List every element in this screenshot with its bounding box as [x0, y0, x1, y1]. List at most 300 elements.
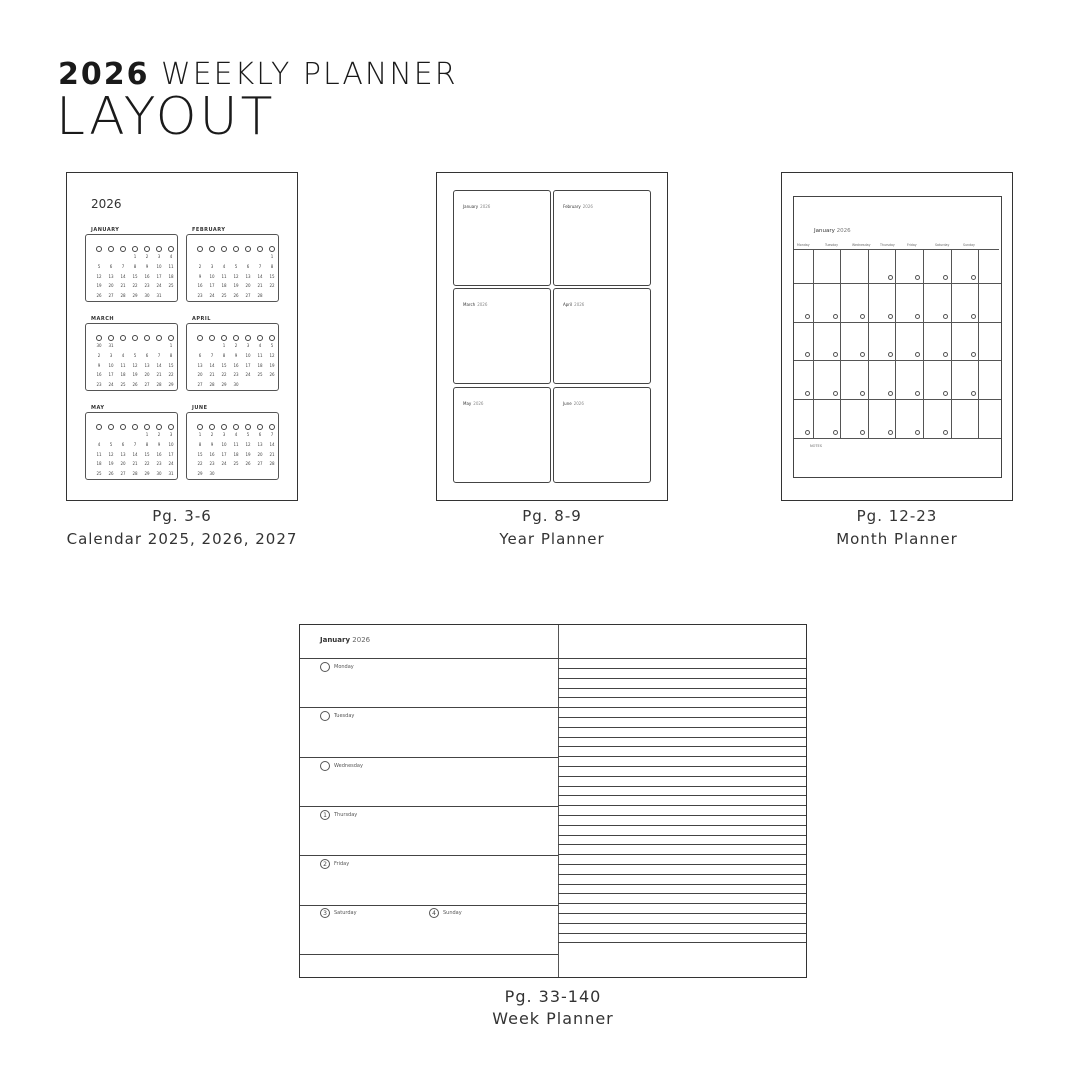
- weekday-circle-icon: [197, 246, 203, 252]
- calendar-day-number: 3: [169, 432, 173, 437]
- week-day-separator: [300, 658, 558, 659]
- month-weekday-label: Tuesday: [825, 243, 838, 247]
- calendar-day-number: 6: [121, 441, 125, 447]
- calendar-day-number: 22: [168, 372, 174, 378]
- month-date-circle-icon: [943, 275, 948, 280]
- week-title: [320, 636, 370, 644]
- calendar-day-number: 9: [198, 273, 202, 279]
- calendar-day-number: 3: [157, 254, 161, 259]
- month-date-circle-icon: [971, 352, 976, 357]
- year-month-label: [563, 204, 593, 209]
- calendar-day-number: 5: [97, 263, 101, 269]
- month-weekday-label: Thursday: [880, 243, 895, 247]
- calendar-month-label: APRIL: [192, 316, 211, 322]
- calendar-day-number: 1: [222, 343, 226, 348]
- month-weekday-label: Saturday: [935, 243, 950, 247]
- calendar-day-number: 3: [222, 432, 226, 437]
- week-notes-line: [558, 864, 806, 865]
- calendar-day-number: 18: [96, 461, 102, 467]
- calendar-day-number: 17: [221, 451, 227, 457]
- week-notes-line: [558, 825, 806, 826]
- calendar-day-number: 23: [96, 382, 102, 388]
- calendar-day-number: 1: [133, 254, 137, 259]
- calendar-day-number: 4: [121, 352, 125, 358]
- calendar-day-number: 18: [257, 362, 263, 368]
- calendar-day-number: 6: [258, 432, 262, 437]
- calendar-day-number: 13: [245, 273, 251, 279]
- calendar-day-number: 13: [197, 362, 203, 368]
- calendar-day-number: 12: [132, 362, 138, 368]
- calendar-day-number: 27: [197, 382, 203, 388]
- calendar-day-number: 19: [96, 283, 102, 289]
- year-month-label: [463, 401, 483, 406]
- calendar-day-number: 7: [157, 352, 161, 358]
- weekday-circle-icon: [144, 424, 150, 430]
- calendar-day-number: 5: [133, 352, 137, 358]
- month-date-circle-icon: [915, 391, 920, 396]
- weekday-circle-icon: [96, 335, 102, 341]
- calendar-day-number: 14: [209, 362, 215, 368]
- calendar-day-number: 4: [234, 432, 238, 437]
- month-date-circle-icon: [888, 352, 893, 357]
- calendar-day-number: 14: [132, 451, 138, 457]
- calendar-day-number: 26: [108, 471, 114, 477]
- calendar-month-box: [85, 412, 178, 480]
- week-notes-line: [558, 874, 806, 875]
- calendar-day-number: 31: [168, 471, 174, 477]
- calendar-day-number: 15: [144, 451, 150, 457]
- calendar-day-number: 8: [222, 352, 226, 358]
- calendar-day-number: 18: [120, 372, 126, 378]
- calendar-day-number: 25: [257, 372, 263, 378]
- week-notes-line: [558, 688, 806, 689]
- calendar-day-number: 5: [246, 432, 250, 437]
- calendar-day-number: 9: [234, 352, 238, 358]
- year-month-label: [563, 302, 584, 307]
- month-date-circle-icon: [915, 314, 920, 319]
- calendar-day-number: 25: [233, 461, 239, 467]
- calendar-day-number: 13: [144, 362, 150, 368]
- calendar-month-label: JANUARY: [91, 227, 120, 233]
- week-notes-line: [558, 756, 806, 757]
- calendar-day-number: 15: [168, 362, 174, 368]
- calendar-day-number: 2: [210, 432, 214, 437]
- calendar-day-number: 15: [269, 273, 275, 279]
- month-col-line: [951, 249, 952, 438]
- week-caption-name: Week Planner: [492, 1009, 614, 1028]
- calendar-month-box: [186, 234, 279, 302]
- week-notes-line: [558, 835, 806, 836]
- calendar-day-number: 21: [132, 461, 138, 467]
- month-year: 2026: [836, 228, 851, 234]
- calendar-day-number: 19: [245, 451, 251, 457]
- calendar-day-number: 27: [108, 293, 114, 299]
- calendar-day-number: 29: [168, 382, 174, 388]
- calendar-day-number: 16: [96, 372, 102, 378]
- month-date-circle-icon: [833, 314, 838, 319]
- calendar-day-number: 26: [245, 461, 251, 467]
- year-month-year: 2026: [574, 302, 585, 307]
- calendar-day-number: 21: [120, 283, 126, 289]
- month-header-line: [794, 249, 999, 250]
- year-month-box: [453, 190, 551, 286]
- calendar-day-number: 21: [269, 451, 275, 457]
- weekday-circle-icon: [156, 246, 162, 252]
- calendar-day-number: 6: [198, 352, 202, 358]
- calendar-day-number: 29: [221, 382, 227, 388]
- calendar-day-number: 26: [96, 293, 102, 299]
- weekend-date-circle-icon: 4: [429, 908, 439, 918]
- calendar-day-number: 11: [96, 451, 102, 457]
- week-notes-line: [558, 717, 806, 718]
- week-notes-line: [558, 776, 806, 777]
- month-date-circle-icon: [943, 352, 948, 357]
- weekday-circle-icon: [221, 335, 227, 341]
- month-grid-frame: [793, 196, 1002, 478]
- month-title: [814, 228, 851, 234]
- weekday-circle-icon: [120, 246, 126, 252]
- calendar-day-number: 25: [221, 293, 227, 299]
- month-weekday-label: Monday: [797, 243, 810, 247]
- calendar-day-number: 1: [270, 254, 274, 259]
- calendar-day-number: 23: [144, 283, 150, 289]
- month-date-circle-icon: [888, 430, 893, 435]
- weekday-circle-icon: [245, 246, 251, 252]
- week-day-separator: [300, 905, 558, 906]
- calendar-day-number: 2: [198, 263, 202, 269]
- month-date-circle-icon: [888, 314, 893, 319]
- week-notes-header-line: [558, 658, 806, 659]
- calendar-day-number: 28: [209, 382, 215, 388]
- week-day-separator: [300, 707, 558, 708]
- month-date-circle-icon: [943, 430, 948, 435]
- month-weekday-label: Friday: [907, 243, 917, 247]
- month-date-circle-icon: [860, 391, 865, 396]
- calendar-day-number: 27: [144, 382, 150, 388]
- weekday-circle-icon: [144, 246, 150, 252]
- calendar-day-number: 18: [168, 273, 174, 279]
- calendar-day-number: 8: [169, 352, 173, 358]
- calendar-day-number: 3: [246, 343, 250, 348]
- calendar-day-number: 5: [234, 263, 238, 269]
- month-date-circle-icon: [971, 275, 976, 280]
- month-date-circle-icon: [915, 352, 920, 357]
- calendar-day-number: 24: [156, 283, 162, 289]
- week-notes-line: [558, 746, 806, 747]
- year-month-year: 2026: [477, 302, 488, 307]
- weekday-circle-icon: [269, 424, 275, 430]
- calendar-day-number: 14: [257, 273, 263, 279]
- year-month-year: 2026: [573, 401, 584, 406]
- week-day-separator: [300, 757, 558, 758]
- calendar-day-number: 16: [209, 451, 215, 457]
- calendar-page-preview: [66, 172, 298, 501]
- calendar-day-number: 7: [270, 432, 274, 437]
- calendar-day-number: 10: [108, 362, 114, 368]
- weekday-circle-icon: [269, 246, 275, 252]
- weekend-date-circle-icon: 3: [320, 908, 330, 918]
- calendar-day-number: 11: [221, 273, 227, 279]
- weekday-circle-icon: [108, 424, 114, 430]
- calendar-day-number: 26: [233, 293, 239, 299]
- year-month-name: March: [463, 302, 476, 307]
- calendar-day-number: 10: [221, 441, 227, 447]
- month-notes-label: NOTES: [810, 444, 822, 448]
- year-month-name: April: [563, 302, 573, 307]
- calendar-day-number: 20: [257, 451, 263, 457]
- calendar-day-number: 30: [96, 343, 102, 348]
- year-month-label: [463, 204, 490, 209]
- calendar-day-number: 22: [221, 372, 227, 378]
- weekday-circle-icon: [233, 246, 239, 252]
- calendar-day-number: 4: [222, 263, 226, 269]
- weekday-circle-icon: [156, 424, 162, 430]
- calendar-day-number: 14: [269, 441, 275, 447]
- year-caption-name: Year Planner: [499, 530, 605, 548]
- weekday-circle-icon: [96, 246, 102, 252]
- week-notes-line: [558, 815, 806, 816]
- month-date-circle-icon: [915, 430, 920, 435]
- weekday-circle-icon: [257, 424, 263, 430]
- month-date-circle-icon: [833, 391, 838, 396]
- calendar-day-number: 18: [221, 283, 227, 289]
- week-notes-line: [558, 942, 806, 943]
- calendar-day-number: 24: [108, 382, 114, 388]
- week-notes-line: [558, 903, 806, 904]
- calendar-day-number: 10: [245, 352, 251, 358]
- weekday-circle-icon: [245, 424, 251, 430]
- month-col-line: [813, 249, 814, 438]
- weekday-circle-icon: [108, 335, 114, 341]
- calendar-month-label: MARCH: [91, 316, 115, 322]
- calendar-day-number: 9: [97, 362, 101, 368]
- weekday-circle-icon: [197, 335, 203, 341]
- calendar-day-number: 7: [133, 441, 137, 447]
- week-day-separator: [300, 954, 558, 955]
- title-year: 2026: [58, 57, 150, 92]
- calendar-day-number: 31: [156, 293, 162, 299]
- calendar-day-number: 6: [145, 352, 149, 358]
- year-month-year: 2026: [582, 204, 593, 209]
- year-month-label: [463, 302, 487, 307]
- calendar-day-number: 28: [156, 382, 162, 388]
- calendar-day-number: 16: [144, 273, 150, 279]
- year-month-name: May: [463, 401, 472, 406]
- year-month-year: 2026: [473, 401, 484, 406]
- calendar-day-number: 9: [145, 263, 149, 269]
- day-date-circle-icon: 1: [320, 810, 330, 820]
- month-planner-page-preview: [781, 172, 1013, 501]
- calendar-day-number: 9: [157, 441, 161, 447]
- calendar-day-number: 8: [133, 263, 137, 269]
- calendar-month-box: [186, 412, 279, 480]
- calendar-day-number: 24: [221, 461, 227, 467]
- day-label: Thursday: [334, 812, 358, 818]
- calendar-day-number: 23: [156, 461, 162, 467]
- calendar-day-number: 29: [144, 471, 150, 477]
- weekday-circle-icon: [209, 246, 215, 252]
- calendar-year: 2026: [91, 197, 122, 211]
- calendar-caption-pages: Pg. 3-6: [152, 507, 212, 525]
- calendar-day-number: 24: [209, 293, 215, 299]
- month-row-line: [794, 283, 1001, 284]
- calendar-day-number: 19: [269, 362, 275, 368]
- year-month-label: [563, 401, 584, 406]
- calendar-day-number: 2: [145, 254, 149, 259]
- year-month-name: June: [563, 401, 572, 406]
- month-date-circle-icon: [860, 430, 865, 435]
- day-date-circle-icon: 2: [320, 859, 330, 869]
- weekday-circle-icon: [120, 424, 126, 430]
- calendar-day-number: 11: [120, 362, 126, 368]
- calendar-day-number: 20: [144, 372, 150, 378]
- calendar-day-number: 13: [120, 451, 126, 457]
- weekend-day-label: Saturday: [334, 910, 357, 916]
- calendar-day-number: 18: [233, 451, 239, 457]
- month-date-circle-icon: [833, 430, 838, 435]
- calendar-day-number: 14: [156, 362, 162, 368]
- month-date-circle-icon: [833, 352, 838, 357]
- calendar-day-number: 17: [245, 362, 251, 368]
- calendar-day-number: 8: [270, 263, 274, 269]
- calendar-day-number: 10: [209, 273, 215, 279]
- calendar-day-number: 4: [258, 343, 262, 348]
- year-caption-pages: Pg. 8-9: [522, 507, 582, 525]
- calendar-day-number: 30: [209, 471, 215, 477]
- month-date-circle-icon: [805, 430, 810, 435]
- week-day-separator: [300, 806, 558, 807]
- week-notes-line: [558, 933, 806, 934]
- year-month-box: [553, 387, 651, 483]
- calendar-day-number: 25: [168, 283, 174, 289]
- weekday-circle-icon: [132, 335, 138, 341]
- calendar-day-number: 16: [156, 451, 162, 457]
- calendar-day-number: 22: [197, 461, 203, 467]
- month-weekday-label: Sunday: [963, 243, 975, 247]
- calendar-day-number: 16: [197, 283, 203, 289]
- calendar-day-number: 28: [269, 461, 275, 467]
- calendar-day-number: 30: [144, 293, 150, 299]
- week-notes-line: [558, 844, 806, 845]
- calendar-day-number: 23: [209, 461, 215, 467]
- calendar-day-number: 17: [156, 273, 162, 279]
- calendar-day-number: 5: [270, 343, 274, 348]
- calendar-day-number: 13: [108, 273, 114, 279]
- calendar-day-number: 28: [132, 471, 138, 477]
- calendar-day-number: 26: [132, 382, 138, 388]
- calendar-day-number: 20: [245, 283, 251, 289]
- month-weekday-label: Wednesday: [852, 243, 871, 247]
- month-date-circle-icon: [805, 352, 810, 357]
- week-planner-page-preview: [299, 624, 807, 978]
- calendar-day-number: 12: [233, 273, 239, 279]
- weekday-circle-icon: [233, 335, 239, 341]
- month-date-circle-icon: [888, 391, 893, 396]
- weekday-circle-icon: [233, 424, 239, 430]
- calendar-day-number: 27: [120, 471, 126, 477]
- calendar-day-number: 4: [97, 441, 101, 447]
- year-month-box: [453, 288, 551, 384]
- month-row-line: [794, 399, 1001, 400]
- calendar-day-number: 20: [197, 372, 203, 378]
- week-notes-line: [558, 884, 806, 885]
- year-month-box: [453, 387, 551, 483]
- calendar-month-label: JUNE: [192, 405, 208, 411]
- calendar-day-number: 31: [108, 343, 114, 348]
- calendar-day-number: 25: [120, 382, 126, 388]
- year-month-name: February: [563, 204, 581, 209]
- week-notes-line: [558, 727, 806, 728]
- calendar-month-label: FEBRUARY: [192, 227, 226, 233]
- calendar-day-number: 12: [269, 352, 275, 358]
- calendar-day-number: 1: [198, 432, 202, 437]
- calendar-day-number: 19: [108, 461, 114, 467]
- weekday-circle-icon: [257, 246, 263, 252]
- week-notes-line: [558, 854, 806, 855]
- calendar-day-number: 30: [156, 471, 162, 477]
- calendar-day-number: 14: [120, 273, 126, 279]
- calendar-day-number: 22: [144, 461, 150, 467]
- weekday-circle-icon: [269, 335, 275, 341]
- weekday-circle-icon: [168, 335, 174, 341]
- calendar-day-number: 25: [96, 471, 102, 477]
- calendar-caption-name: Calendar 2025, 2026, 2027: [66, 530, 298, 548]
- month-col-line: [923, 249, 924, 438]
- calendar-day-number: 11: [233, 441, 239, 447]
- month-date-circle-icon: [805, 391, 810, 396]
- month-date-circle-icon: [860, 352, 865, 357]
- calendar-day-number: 21: [209, 372, 215, 378]
- calendar-day-number: 29: [197, 471, 203, 477]
- week-notes-line: [558, 893, 806, 894]
- calendar-day-number: 21: [257, 283, 263, 289]
- calendar-month-label: MAY: [91, 405, 105, 411]
- weekday-circle-icon: [168, 424, 174, 430]
- year-month-box: [553, 288, 651, 384]
- calendar-day-number: 20: [108, 283, 114, 289]
- month-row-line: [794, 360, 1001, 361]
- week-notes-line: [558, 697, 806, 698]
- weekday-circle-icon: [221, 424, 227, 430]
- year-month-box: [553, 190, 651, 286]
- calendar-day-number: 15: [221, 362, 227, 368]
- calendar-day-number: 22: [269, 283, 275, 289]
- calendar-day-number: 12: [245, 441, 251, 447]
- weekday-circle-icon: [96, 424, 102, 430]
- calendar-day-number: 28: [257, 293, 263, 299]
- day-date-circle-icon: [320, 761, 330, 771]
- calendar-day-number: 7: [258, 263, 262, 269]
- calendar-day-number: 17: [168, 451, 174, 457]
- calendar-day-number: 11: [257, 352, 263, 358]
- week-notes-line: [558, 678, 806, 679]
- calendar-day-number: 21: [156, 372, 162, 378]
- week-notes-line: [558, 805, 806, 806]
- calendar-day-number: 3: [210, 263, 214, 269]
- calendar-day-number: 2: [97, 352, 101, 358]
- title-text: WEEKLY PLANNER: [161, 57, 458, 92]
- week-day-separator: [300, 855, 558, 856]
- calendar-day-number: 15: [132, 273, 138, 279]
- calendar-day-number: 12: [108, 451, 114, 457]
- month-col-line: [868, 249, 869, 438]
- month-date-circle-icon: [943, 391, 948, 396]
- calendar-day-number: 7: [210, 352, 214, 358]
- week-notes-line: [558, 707, 806, 708]
- calendar-month-box: [85, 234, 178, 302]
- calendar-day-number: 2: [234, 343, 238, 348]
- weekday-circle-icon: [168, 246, 174, 252]
